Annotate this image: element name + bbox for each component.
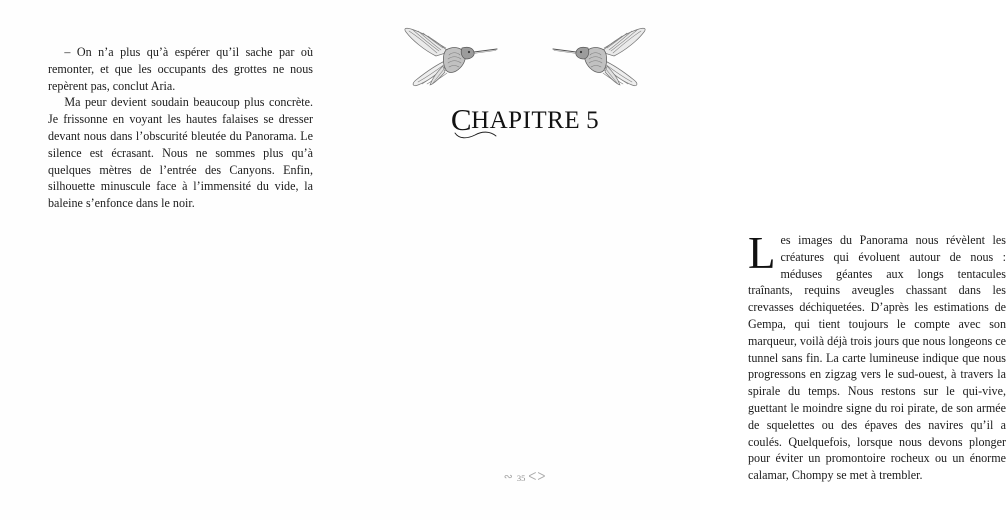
verso-page bbox=[0, 0, 350, 520]
chapter-number: 5 bbox=[586, 107, 600, 134]
recto-paragraph-1 bbox=[748, 228, 1006, 484]
chapter-ornament-birds bbox=[400, 22, 650, 96]
verso-text-block bbox=[48, 44, 313, 212]
hummingbird-icon bbox=[402, 22, 500, 96]
chapter-title bbox=[450, 102, 600, 137]
hummingbird-icon bbox=[550, 22, 648, 96]
chapter-title-initial: C bbox=[450, 102, 473, 137]
recto-body-text: es images du Panorama nous révèlent les créatures qui évoluent autour de nous : méduses géantes aux longs tentacules traînants, requins aveugles chassant dans les crevasses déchiquetées. D’après les estimations de Gempa, qui tient toujours le compte avec son marqueur, voilà déjà trois jours que nous longeons ce tunnel sans fin. La carte lumineuse indique que nous progressons en zigzag vers le sud-ouest, à travers la spirale du temps. Nous restons sur le qui-vive, guettant le moindre signe du roi pirate, de son armée de squelettes ou des épaves des navires qu’il a coulés. Quelquefois, lorsque nous devons plonger pour éviter un promontoire rocheux ou un énorme calamar, Chompy se met à trembler. bbox=[748, 233, 1006, 483]
chapter-title-word: HAPITRE bbox=[471, 107, 581, 134]
verso-paragraph-1: – On n’a plus qu’à espérer qu’il sache par où remonter, et que les occupants des grottes ne nous repèrent pas, conclut Aria. bbox=[48, 45, 313, 93]
recto-page bbox=[350, 0, 1006, 520]
page-number: 35 bbox=[516, 473, 526, 483]
verso-paragraph-2: Ma peur devient soudain beaucoup plus concrète. Je frissonne en voyant les hautes falaises se dresser devant nous dans l’obscurité bleutée du Panorama. Le silence est écrasant. Nous ne sommes plus qu’à quelques mètres de l’entrée des Canyons. Enfin, silhouette minuscule face à l’immensité du vide, la baleine s’enfonce dans le noir. bbox=[48, 95, 313, 211]
recto-text-block bbox=[748, 228, 1006, 484]
folio-ornament-left: ∾ bbox=[503, 471, 514, 483]
drop-cap: L bbox=[748, 228, 776, 278]
chapter-header bbox=[350, 22, 700, 137]
folio-ornament-right: ᐸᐳ bbox=[528, 471, 547, 483]
page-folio bbox=[350, 470, 700, 483]
